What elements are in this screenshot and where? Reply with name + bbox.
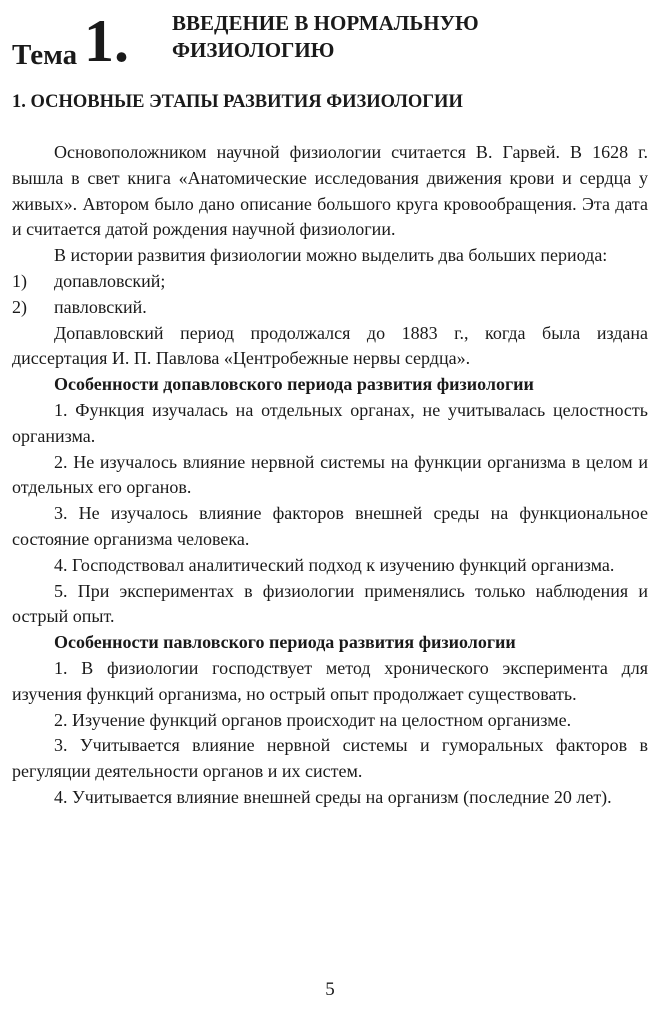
page-number: 5: [325, 979, 335, 1000]
periods-intro-paragraph: В истории развития физиологии можно выделить два больших периода:: [54, 245, 608, 266]
pavlov-item: 3. Учитывается влияние нервной системы и гуморальных факторов в регуляции деятельности органов и их систем.: [12, 735, 648, 782]
pavlov-item: 4. Учитывается влияние внешней среды на организм (последние 20 лет).: [54, 786, 612, 807]
prepavlov-item: 1. Функция изучалась на отдельных органах, не учитывалась целостность организма.: [12, 399, 648, 446]
document-page: [12, 0, 648, 1012]
topic-title: [172, 10, 642, 64]
prepavlov-item: 3. Не изучалось влияние факторов внешней среды на функциональное состояние организма человека.: [12, 503, 648, 549]
intro-paragraph: Основоположником научной физиологии считается В. Гарвей. В 1628 г. вышла в свет книга «Анатомические исследования движения крови и сердца у живых». Автором было дано описание большого круга кровообращения. Эта дата и считается датой рождения научной физиологии.: [12, 142, 648, 240]
prepavlov-item: 4. Господствовал аналитический подход к изучению функций организма.: [54, 554, 615, 575]
page-content: [12, 140, 648, 811]
pavlov-item: 2. Изучение функций органов происходит на целостном организме.: [54, 709, 572, 730]
prepavlov-item: 5. При экспериментах в физиологии применялись только наблюдения и острый опыт.: [12, 580, 648, 627]
topic-number: 1.: [84, 8, 129, 74]
prepavlov-paragraph: Допавловский период продолжался до 1883 г., когда была издана диссертация И. П. Павлова «Центробежные нервы сердца».: [12, 322, 648, 369]
topic-header: [12, 6, 648, 76]
topic-title-line-2: ФИЗИОЛОГИЮ: [172, 38, 335, 62]
topic-word: Тема: [12, 39, 78, 71]
list-number: 2): [12, 296, 27, 317]
period-list-item: [12, 295, 648, 321]
list-text: допавловский;: [54, 270, 166, 291]
list-text: павловский.: [54, 296, 147, 317]
topic-title-line-1: ВВЕДЕНИЕ В НОРМАЛЬНУЮ: [172, 11, 479, 35]
pavlov-item: 1. В физиологии господствует метод хронического эксперимента для изучения функций организма, но острый опыт продолжает существовать.: [12, 657, 648, 704]
pavlov-heading: Особенности павловского периода развития физиологии: [54, 632, 516, 653]
section-title: 1. ОСНОВНЫЕ ЭТАПЫ РАЗВИТИЯ ФИЗИОЛОГИИ: [12, 92, 463, 112]
prepavlov-heading: Особенности допавловского периода развития физиологии: [54, 374, 534, 395]
list-number: 1): [12, 270, 27, 291]
period-list-item: [12, 269, 648, 295]
prepavlov-item: 2. Не изучалось влияние нервной системы на функции организма в целом и отдельных его органов.: [12, 451, 648, 498]
